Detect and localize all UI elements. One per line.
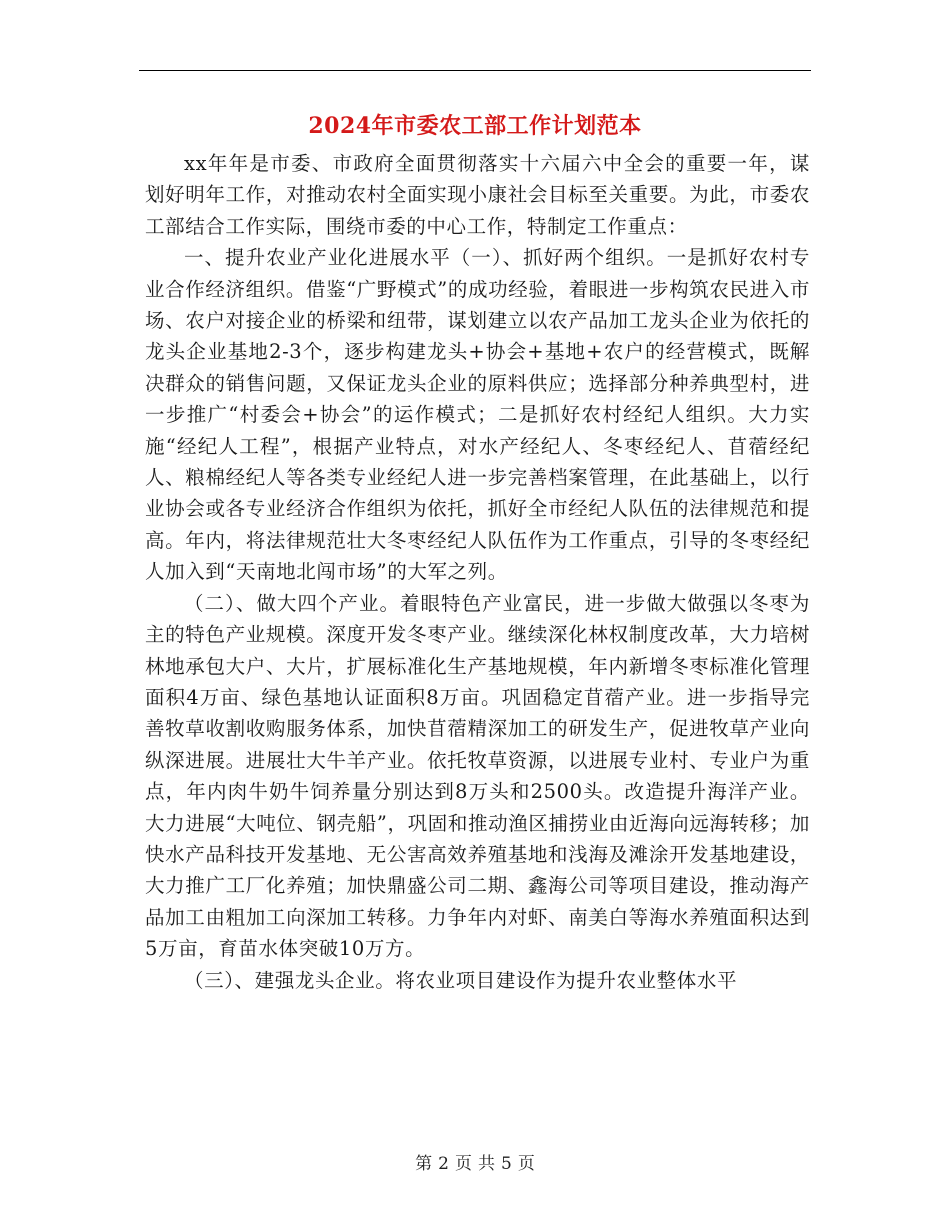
paragraph-section-two: （二）、做大四个产业。着眼特色产业富民，进一步做大做强以冬枣为主的特色产业规模。深度开发冬枣产业。继续深化林权制度改革，大力培树林地承包大户、大片，扩展标准化生产基地规模，年内新增冬枣标准化管理面积4万亩、绿色基地认证面积8万亩。巩固稳定苜蓿产业。进一步指导完善牧草收割收购服务体系，加快苜蓿精深加工的研发生产，促进牧草产业向纵深进展。进展壮大牛羊产业。依托牧草资源，以进展专业村、专业户为重点，年内肉牛奶牛饲养量分别达到8万头和2500头。改造提升海洋产业。大力进展“大吨位、钢壳船”，巩固和推动渔区捕捞业由近海向远海转移；加快水产品科技开发基地、无公害高效养殖基地和浅海及滩涂开发基地建设，大力推广工厂化养殖；加快鼎盛公司二期、鑫海公司等项目建设，推动海产品加工由粗加工向深加工转移。力争年内对虾、南美白等海水养殖面积达到5万亩，育苗水体突破10万方。 [145,591,810,961]
footer-total-pages: 5 [501,1154,512,1174]
footer-page-number: 2 [438,1154,449,1174]
paragraph-section-one: 一、提升农业产业化进展水平（一）、抓好两个组织。一是抓好农村专业合作经济组织。借鉴“广野模式”的成功经验，着眼进一步构筑农民进入市场、农户对接企业的桥梁和纽带，谋划建立以农产品加工龙头企业为依托的龙头企业基地2-3个，逐步构建龙头+协会+基地+农户的经营模式，既解决群众的销售问题，又保证龙头企业的原料供应；选择部分种养典型村，进一步推广“村委会+协会”的运作模式；二是抓好农村经纪人组织。大力实施“经纪人工程”，根据产业特点，对水产经纪人、冬枣经纪人、苜蓿经纪人、粮棉经纪人等各类专业经纪人进一步完善档案管理，在此基础上，以行业协会或各专业经济合作组织为依托，抓好全市经纪人队伍的法律规范和提高。年内，将法律规范壮大冬枣经纪人队伍作为工作重点，引导的冬枣经纪人加入到“天南地北闯市场”的大军之列。 [145,246,810,584]
footer-label-di: 第 [415,1154,433,1174]
document-title: 2024年市委农工部工作计划范本 [308,113,642,139]
footer-label-gong: 共 [478,1154,495,1174]
page-footer [0,1152,950,1176]
header-rule [139,70,811,71]
footer-label-ye: 页 [455,1154,472,1174]
paragraph-section-three: （三）、建强龙头企业。将农业项目建设作为提升农业整体水平 [184,968,738,992]
document-body [145,148,810,996]
footer-label-ye-2: 页 [517,1154,535,1174]
paragraph-intro: xx年年是市委、市政府全面贯彻落实十六届六中全会的重要一年，谋划好明年工作，对推动农村全面实现小康社会目标至关重要。为此，市委农工部结合工作实际，围绕市委的中心工作，特制定工作重点： [145,152,810,238]
